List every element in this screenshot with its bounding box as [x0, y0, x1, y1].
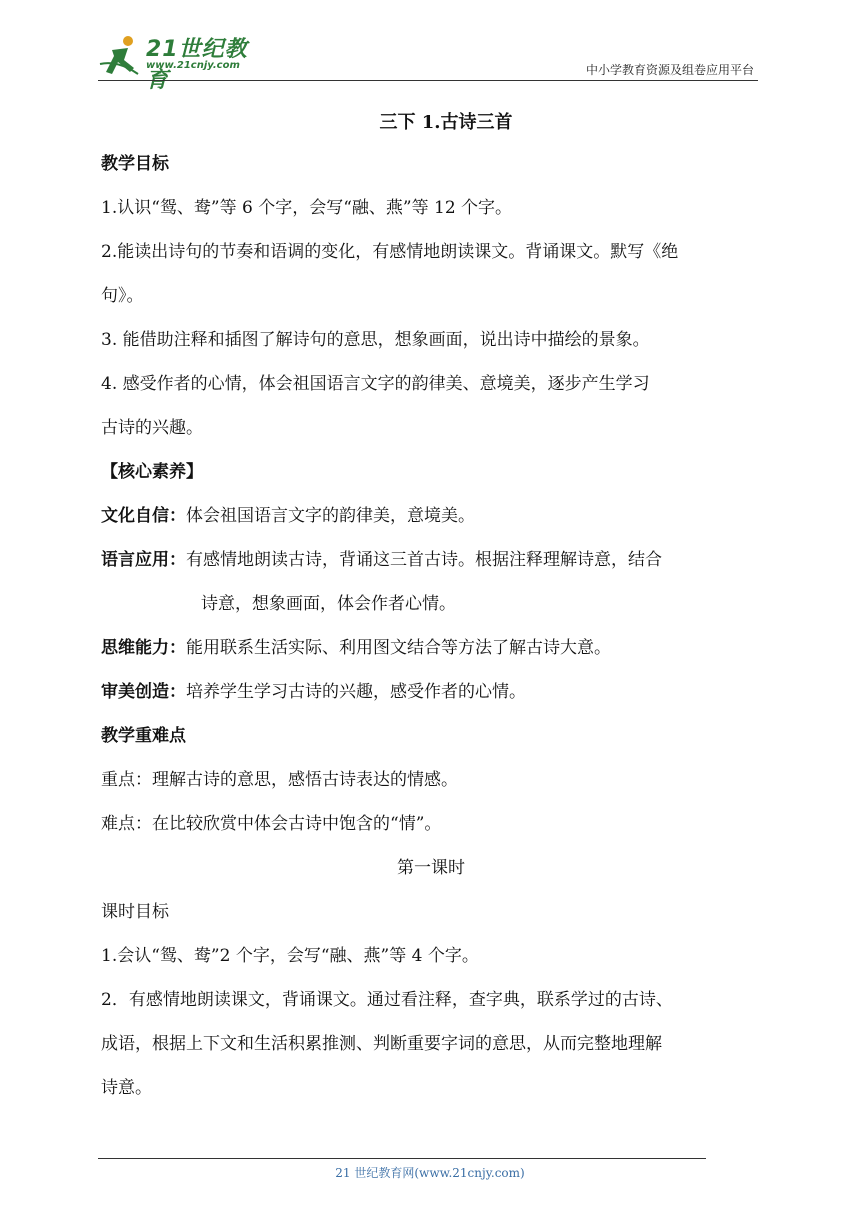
logo	[98, 34, 268, 93]
objective-line: 2.能读出诗句的节奏和语调的变化，有感情地朗读课文。背诵课文。默写《绝	[101, 242, 679, 262]
core-text: 能用联系生活实际、利用图文结合等方法了解古诗大意。	[186, 638, 611, 658]
core-text: 体会祖国语言文字的韵律美，意境美。	[186, 506, 475, 526]
lesson-objective-line: 诗意。	[101, 1078, 152, 1098]
lesson-objectives-heading: 课时目标	[101, 902, 169, 922]
runner-icon	[98, 34, 144, 78]
core-heading: 【核心素养】	[101, 462, 203, 482]
core-item	[101, 670, 761, 714]
header-divider	[98, 80, 758, 81]
key-heading: 教学重难点	[101, 726, 186, 746]
core-text: 诗意，想象画面，体会作者心情。	[201, 594, 456, 614]
core-label: 思维能力：	[101, 638, 186, 658]
lesson-objective-line: 2．有感情地朗读课文，背诵课文。通过看注释，查字典，联系学过的古诗、	[101, 990, 673, 1010]
page-header	[98, 30, 758, 93]
core-item	[101, 538, 761, 582]
logo-url: www.21cnjy.com	[146, 60, 240, 71]
document-body	[101, 104, 761, 1110]
lesson-objective-line: 1.会认“鸳、鸯”2 个字，会写“融、燕”等 4 个字。	[101, 946, 479, 966]
core-label: 语言应用：	[101, 550, 186, 570]
header-platform-text: 中小学教育资源及组卷应用平台	[585, 63, 754, 77]
objective-line: 古诗的兴趣。	[101, 418, 203, 438]
key-point: 难点：在比较欣赏中体会古诗中饱含的“情”。	[101, 814, 442, 834]
core-label: 审美创造：	[101, 682, 186, 702]
core-text: 有感情地朗读古诗，背诵这三首古诗。根据注释理解诗意，结合	[186, 550, 662, 570]
core-item	[101, 494, 761, 538]
objectives-heading: 教学目标	[101, 154, 169, 174]
core-label: 文化自信：	[101, 506, 186, 526]
page-footer: 21 世纪教育网(www.21cnjy.com)	[335, 1166, 525, 1180]
core-text: 培养学生学习古诗的兴趣，感受作者的心情。	[186, 682, 526, 702]
objective-line: 4. 感受作者的心情，体会祖国语言文字的韵律美、意境美，逐步产生学习	[101, 374, 650, 394]
objective-line: 3. 能借助注释和插图了解诗句的意思，想象画面，说出诗中描绘的景象。	[101, 330, 650, 350]
key-point: 重点：理解古诗的意思，感悟古诗表达的情感。	[101, 770, 458, 790]
objective-line: 句》。	[101, 286, 144, 306]
core-item	[101, 626, 761, 670]
logo-text: 21世纪教育	[146, 37, 248, 93]
lesson-title: 第一课时	[397, 858, 465, 878]
document-title: 三下 1.古诗三首	[379, 112, 513, 133]
footer-divider	[98, 1158, 706, 1159]
lesson-objective-line: 成语，根据上下文和生活积累推测、判断重要字词的意思，从而完整地理解	[101, 1034, 662, 1054]
objective-line: 1.认识“鸳、鸯”等 6 个字，会写“融、燕”等 12 个字。	[101, 198, 513, 218]
core-item	[101, 582, 761, 626]
